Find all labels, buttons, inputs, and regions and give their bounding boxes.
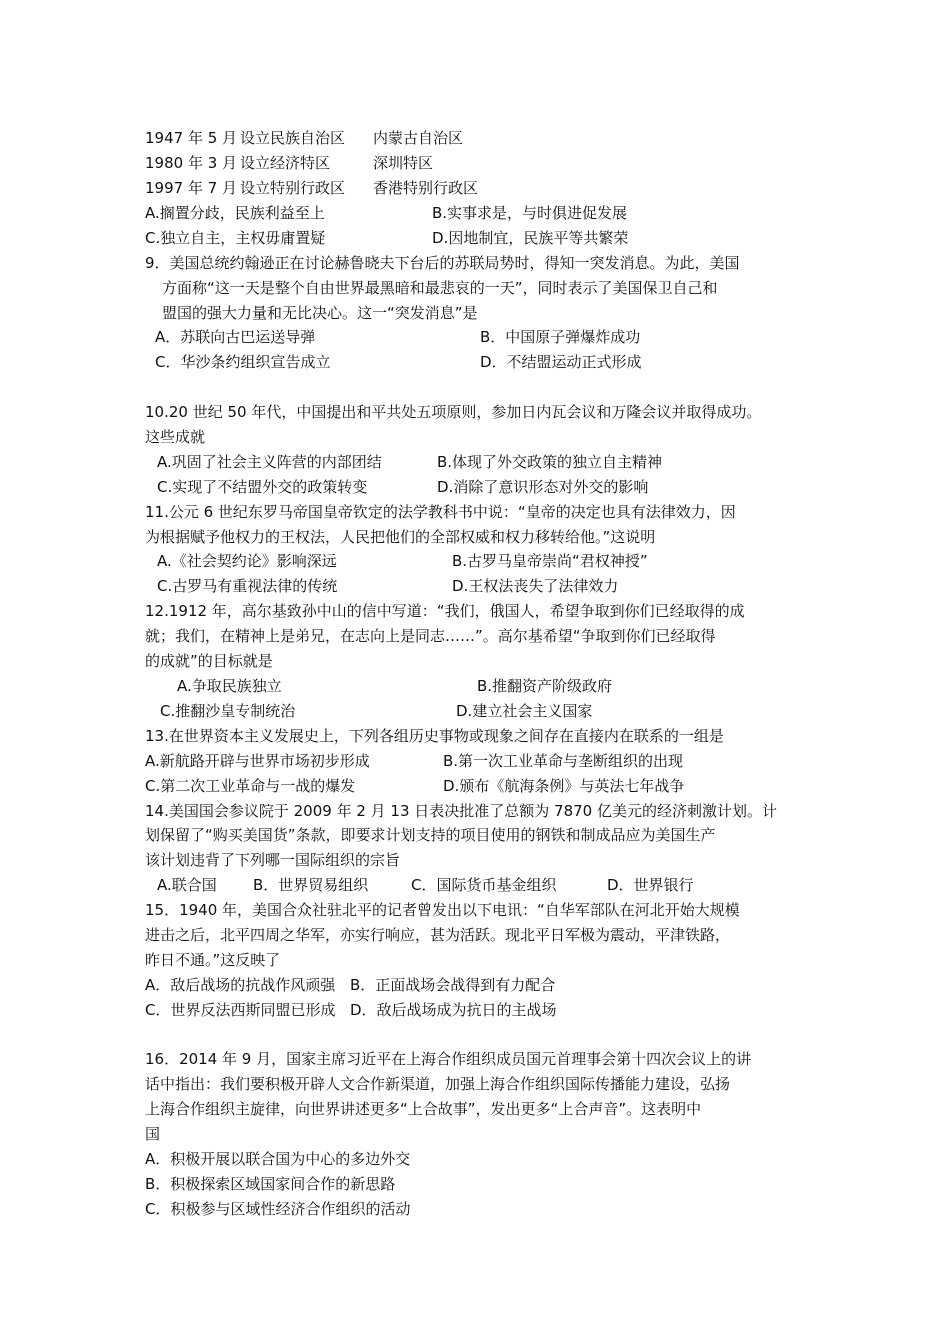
- q13-stem-line: 13.在世界资本主义发展史上，下列各组历史事物或现象之间存在直接内在联系的一组是: [145, 727, 724, 745]
- q8-option-a: A.搁置分歧，民族利益至上: [145, 204, 325, 222]
- q10-stem-line: 10.20 世纪 50 年代，中国提出和平共处五项原则，参加日内瓦会议和万隆会议并取得成功。: [145, 403, 762, 421]
- q15-option-c: C．世界反法西斯同盟已形成: [145, 1001, 336, 1019]
- q10-option-d: D.消除了意识形态对外交的影响: [437, 478, 649, 496]
- q12-stem-line: 12.1912 年，高尔基致孙中山的信中写道：“我们，俄国人，希望争取到你们已经取得的成: [145, 602, 745, 620]
- table-date: 1947 年 5 月: [145, 129, 238, 147]
- q15-option-b: B．正面战场会战得到有力配合: [350, 976, 556, 994]
- q15-stem-line: 进击之后，北平四周之华军，亦实行响应，甚为活跃。现北平日军极为震动，平津铁路，: [145, 926, 731, 944]
- table-event: 设立民族自治区: [240, 129, 346, 147]
- table-event: 设立经济特区: [240, 154, 331, 172]
- q15-option-a: A．敌后战场的抗战作风顽强: [145, 976, 336, 994]
- q12-stem-line: 就；我们，在精神上是弟兄，在志向上是同志……”。高尔基希望“争取到你们已经取得: [145, 627, 716, 645]
- q11-stem-line: 11.公元 6 世纪东罗马帝国皇帝钦定的法学教科书中说：“皇帝的决定也具有法律效力，因: [145, 503, 736, 521]
- q14-stem-line: 14.美国国会参议院于 2009 年 2 月 13 日表决批准了总额为 7870 亿美元的经济刺激计划。计: [145, 802, 777, 820]
- q16-option-c: C．积极参与区域性经济合作组织的活动: [145, 1200, 411, 1218]
- q16-stem-line: 话中指出：我们要积极开辟人文合作新渠道，加强上海合作组织国际传播能力建设，弘扬: [145, 1075, 731, 1093]
- q14-option-b: B．世界贸易组织: [253, 876, 369, 894]
- q12-option-d: D.建立社会主义国家: [456, 702, 593, 720]
- q13-option-d: D.颁布《航海条例》与英法七年战争: [443, 777, 685, 795]
- q13-option-a: A.新航路开辟与世界市场初步形成: [145, 752, 370, 770]
- q14-option-c: C．国际货币基金组织: [411, 876, 557, 894]
- table-place: 香港特别行政区: [373, 179, 479, 197]
- q9-stem-line: 盟国的强大力量和无比决心。这一“突发消息”是: [162, 304, 478, 322]
- q10-stem-line: 这些成就: [145, 428, 206, 446]
- q13-option-b: B.第一次工业革命与垄断组织的出现: [443, 752, 684, 770]
- table-place: 内蒙古自治区: [373, 129, 464, 147]
- q8-option-c: C.独立自主，主权毋庸置疑: [145, 229, 326, 247]
- q14-option-a: A.联合国: [157, 876, 217, 894]
- table-date: 1980 年 3 月: [145, 154, 238, 172]
- q11-option-c: C.古罗马有重视法律的传统: [157, 577, 338, 595]
- q16-stem-line: 16．2014 年 9 月，国家主席习近平在上海合作组织成员国元首理事会第十四次会议上的讲: [145, 1050, 752, 1068]
- q11-option-a: A.《社会契约论》影响深远: [157, 552, 337, 570]
- table-date: 1997 年 7 月: [145, 179, 238, 197]
- table-event: 设立特别行政区: [240, 179, 346, 197]
- q12-stem-line: 的成就”的目标就是: [145, 652, 273, 670]
- q10-option-a: A.巩固了社会主义阵营的内部团结: [157, 453, 382, 471]
- q15-option-d: D．敌后战场成为抗日的主战场: [350, 1001, 557, 1019]
- q8-option-d: D.因地制宜，民族平等共繁荣: [432, 229, 629, 247]
- q10-option-b: B.体现了外交政策的独立自主精神: [437, 453, 663, 471]
- table-place: 深圳特区: [373, 154, 434, 172]
- q15-stem-line: 15．1940 年，美国合众社驻北平的记者曾发出以下电讯：“自华军部队在河北开始大规模: [145, 901, 740, 919]
- q14-stem-line: 划保留了“购买美国货”条款，即要求计划支持的项目使用的钢铁和制成品应为美国生产: [145, 826, 716, 844]
- q11-option-b: B.古罗马皇帝崇尚“君权神授”: [452, 552, 648, 570]
- q12-option-b: B.推翻资产阶级政府: [477, 677, 613, 695]
- q16-stem-line: 上海合作组织主旋律，向世界讲述更多“上合故事”，发出更多“上合声音”。这表明中: [145, 1100, 702, 1118]
- q16-stem-line: 国: [145, 1125, 161, 1143]
- q9-option-b: B．中国原子弹爆炸成功: [480, 328, 641, 346]
- q15-stem-line: 昨日不通。”这反映了: [145, 951, 281, 969]
- q14-option-d: D．世界银行: [607, 876, 694, 894]
- q9-option-d: D．不结盟运动正式形成: [480, 353, 642, 371]
- q10-option-c: C.实现了不结盟外交的政策转变: [157, 478, 368, 496]
- q13-option-c: C.第二次工业革命与一战的爆发: [145, 777, 356, 795]
- q12-option-a: A.争取民族独立: [177, 677, 282, 695]
- q9-stem-line: 方面称“这一天是整个自由世界最黑暗和最悲哀的一天”，同时表示了美国保卫自己和: [162, 279, 718, 297]
- q11-stem-line: 为根据赋予他权力的王权法，人民把他们的全部权威和权力移转给他。”这说明: [145, 528, 656, 546]
- q16-option-b: B．积极探索区域国家间合作的新思路: [145, 1175, 396, 1193]
- q11-option-d: D.王权法丧失了法律效力: [452, 577, 619, 595]
- q8-option-b: B.实事求是，与时俱进促发展: [432, 204, 628, 222]
- q14-stem-line: 该计划违背了下列哪一国际组织的宗旨: [145, 851, 401, 869]
- q9-option-a: A．苏联向古巴运送导弹: [155, 328, 316, 346]
- q16-option-a: A．积极开展以联合国为中心的多边外交: [145, 1150, 411, 1168]
- q12-option-c: C.推翻沙皇专制统治: [160, 702, 296, 720]
- q9-stem-line: 9．美国总统约翰逊正在讨论赫鲁晓夫下台后的苏联局势时，得知一突发消息。为此，美国: [145, 254, 740, 272]
- q9-option-c: C．华沙条约组织宣告成立: [155, 353, 331, 371]
